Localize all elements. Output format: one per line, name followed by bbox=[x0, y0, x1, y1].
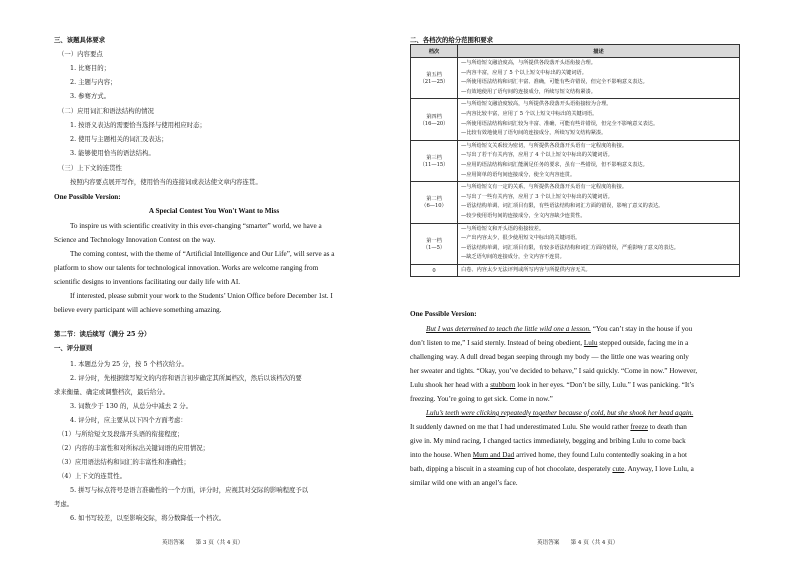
story-line: Lulu shook her head with a stubborn look in her eyes. “Don’t be silly, Lulu.” I was panicking. “It’s bbox=[410, 381, 695, 389]
principle-line: 考虑。 bbox=[54, 500, 74, 508]
principle-line: 6. 如书写较差，以至影响交际，将分数降低一个档次。 bbox=[70, 514, 226, 522]
description-line: —与所给短文和开头语的衔接较差。 bbox=[461, 225, 545, 232]
description-line: —内容比较丰富，应用了 5 个以上短文中标出的关键词语。 bbox=[461, 110, 598, 117]
principle-line: （4）上下文的连贯性。 bbox=[58, 472, 126, 480]
level-cell bbox=[411, 182, 458, 223]
story-line: But I was determined to teach the little wild one a lesson. “You can’t stay in the house if you bbox=[426, 325, 693, 333]
description-line: —与所给短文关系较为密切，与所提供各段落开头语有一定程度的衔接。 bbox=[461, 142, 628, 149]
story-line: It suddenly dawned on me that I had underestimated Lulu. She would rather freeze to death than bbox=[410, 423, 687, 431]
description-line: —较少使用语句间的连接成分，全文内容缺少连贯性。 bbox=[461, 212, 586, 219]
level-name: 0 bbox=[432, 267, 436, 274]
essay-line: To inspire us with scientific creativity in this ever-changing “smarter” world, we have a bbox=[70, 222, 322, 230]
description-line: —语法结构单调，词汇项目有限，有较多语法结构和词汇方面的错误，严重影响了意义的表达。 bbox=[461, 244, 679, 251]
story-line: Lulu’s teeth were clicking repeatedly together because of cold, but she shook her head again. bbox=[426, 409, 694, 417]
vocab-point: 3. 能够使用恰当的语法结构。 bbox=[70, 149, 155, 157]
level-name: 第四档 bbox=[426, 113, 442, 120]
level-cell bbox=[411, 264, 458, 277]
description-line: —缺乏语句间的连接成分，全文内容不连贯。 bbox=[461, 254, 565, 261]
section-3-title: 三、该题具体要求 bbox=[54, 36, 106, 44]
description-cell bbox=[458, 99, 740, 140]
description-line: —与所给短文融洽度高，与所提供各段落开头语衔接合理。 bbox=[461, 60, 596, 66]
level-name: 第二档 bbox=[426, 196, 442, 203]
one-possible-version-label: One Possible Version: bbox=[54, 193, 121, 201]
table-row bbox=[411, 182, 740, 223]
description-line: —所使用语法结构和词汇较为丰富、准确，可能有些许错误，但完全不影响意义表达。 bbox=[461, 120, 659, 127]
table-row bbox=[411, 140, 740, 181]
principle-line: 4. 评分时，应主要从以下四个方面考虑： bbox=[70, 416, 187, 424]
description-line: —应用简单的语句间连接成分，使全文内容连贯。 bbox=[461, 171, 576, 178]
principle-line: （1）与所给短文及段落开头语的衔接程度； bbox=[58, 430, 184, 438]
level-range: （1—5） bbox=[422, 244, 446, 251]
level-cell bbox=[411, 140, 458, 181]
story-line: into the house. When Mum and Dad arrived home, they found Lulu contentedly soaking in a hot bbox=[410, 451, 687, 459]
level-cell bbox=[411, 58, 458, 99]
story-line: challenging way. A dull dread began seeping through my body — the little one was wearing only bbox=[410, 353, 689, 361]
description-line: —所使用语法结构和词汇丰富、准确，可能有些许错误，但完全不影响意义表达。 bbox=[461, 79, 648, 86]
description-line: —语法结构单调、词汇项目有限，有些语法结构和词汇方面的错误，影响了意义的表达。 bbox=[461, 203, 664, 210]
story-line: freezing. You’re going to get sick. Come in now.” bbox=[410, 395, 553, 403]
essay-line: Science and Technology Innovation Contest on the way. bbox=[54, 236, 216, 244]
description-line: —产出内容太少，很少使用短文中标出的关键词语。 bbox=[461, 235, 581, 242]
description-line: 白卷、内容太少无法评判或所写内容与所提供内容无关。 bbox=[461, 266, 591, 273]
header-description: 描述 bbox=[458, 45, 740, 58]
description-cell bbox=[458, 182, 740, 223]
story-line: similar wild one with an angel’s face. bbox=[410, 479, 518, 487]
coherence-title: （三）上下文的连贯性 bbox=[58, 164, 122, 172]
description-cell bbox=[458, 140, 740, 181]
principle-line: 2. 评分时，先根据续写短文的内容和语言初步确定其所属档次，然后以该档次的要 bbox=[70, 374, 302, 382]
essay-title: A Special Contest You Won't Want to Miss bbox=[148, 207, 280, 215]
level-range: （21—25） bbox=[419, 79, 449, 86]
description-cell bbox=[458, 58, 740, 99]
coherence-text: 按照内容要点展开写作，使用恰当的连接词或表达使文章内容连贯。 bbox=[70, 178, 262, 186]
principles-title: 一、评分原则 bbox=[54, 344, 93, 352]
principle-line: 求来衡量、确定或调整档次，最后给分。 bbox=[54, 388, 170, 396]
principle-line: （2）内容的丰富性和对所标出关键词语的应用情况； bbox=[58, 444, 210, 452]
description-line: —与所给短文有一定的关系，与所提供各段落开头语有一定程度的衔接。 bbox=[461, 184, 628, 191]
vocab-title: （二）应用词汇和语法结构的情况 bbox=[58, 107, 154, 115]
scoring-levels-title: 二、各档次的给分范围和要求 bbox=[410, 36, 494, 44]
story-line: don’t listen to me,” I said sternly. Instead of being obedient, Lulu stepped outside, facing me in a bbox=[410, 339, 689, 347]
level-cell bbox=[411, 223, 458, 264]
content-point: 1. 比赛目的； bbox=[70, 64, 111, 72]
one-possible-version-label-2: One Possible Version: bbox=[410, 310, 477, 318]
content-points-title: （一）内容要点 bbox=[58, 50, 103, 58]
description-line: —内容丰富，应用了 5 个以上短文中标出的关键词语。 bbox=[461, 69, 587, 76]
level-cell bbox=[411, 99, 458, 140]
essay-line: believe every participant will achieve something amazing. bbox=[54, 306, 222, 314]
level-range: （11—15） bbox=[419, 161, 449, 168]
section-2-title: 第二节：读后续写（满分 25 分） bbox=[54, 330, 151, 338]
header-level: 档次 bbox=[411, 45, 458, 58]
scoring-table bbox=[410, 44, 740, 277]
description-line: —应用的语法结构和词汇能满足任务的要求，虽有一些错误，但不影响意义表达。 bbox=[461, 161, 648, 168]
level-range: （16—20） bbox=[419, 120, 449, 127]
story-line: her sweater and tights. “Okay, you’ve decided to behave,” I said quickly. “Come in now.” However, bbox=[410, 367, 698, 375]
essay-line: platform to show our talents for technological innovation. Works are welcome ranging from bbox=[54, 264, 319, 272]
description-cell bbox=[458, 264, 740, 277]
vocab-point: 1. 按语义表达的需要恰当选择与使用相应时态； bbox=[70, 121, 206, 129]
content-point: 3. 参赛方式。 bbox=[70, 92, 111, 100]
description-line: —与所给短文融洽度较高，与所提供各段落开头语衔接较为合理。 bbox=[461, 101, 612, 108]
level-range: （6—10） bbox=[421, 203, 447, 210]
description-cell bbox=[458, 223, 740, 264]
vocab-point: 2. 使用与主题相关的词汇及表达； bbox=[70, 135, 168, 143]
essay-line: The coming contest, with the theme of “Artificial Intelligence and Our Life”, will serve as a bbox=[70, 250, 335, 258]
table-row bbox=[411, 58, 740, 99]
description-line: —有效地使用了语句间的连接成分，所续写短文结构紧凑。 bbox=[461, 88, 596, 95]
level-name: 第一档 bbox=[426, 237, 442, 244]
principle-line: 5. 拼写与标点符号是语言准确性的一个方面，评分时，应视其对交际的影响程度予以 bbox=[70, 486, 309, 494]
essay-line: scientific designs to inventions facilitating our daily life with AI. bbox=[54, 278, 241, 286]
description-line: —比较有效地使用了语句间的连接成分，所续写短文结构紧凑。 bbox=[461, 130, 607, 137]
story-line: bath, dipping a biscuit in a steaming cup of hot chocolate, desperately cute. Anyway, I love Lulu, a bbox=[410, 465, 694, 473]
table-row bbox=[411, 223, 740, 264]
description-line: —写出了一些有关内容，应用了 3 个以上短文中标出的关键词语。 bbox=[461, 193, 613, 200]
level-name: 第五档 bbox=[426, 72, 442, 79]
page-footer: 英语答案 第 3 页（共 4 页） bbox=[162, 540, 244, 546]
principle-line: 3. 词数少于 130 的，从总分中减去 2 分。 bbox=[70, 402, 192, 410]
level-name: 第三档 bbox=[426, 154, 442, 161]
table-header-row bbox=[411, 45, 740, 58]
table-row bbox=[411, 264, 740, 277]
principle-line: （3）应用语法结构和词汇的丰富性和准确性； bbox=[58, 458, 190, 466]
essay-line: If interested, please submit your work to the Students’ Union Office before December 1st. I bbox=[70, 292, 333, 300]
description-line: —写出了若干有关内容，应用了 4 个以上短文中标出的关键词语。 bbox=[461, 152, 613, 159]
table-row bbox=[411, 99, 740, 140]
principle-line: 1. 本题总分为 25 分，按 5 个档次给分。 bbox=[70, 360, 188, 368]
content-point: 2. 主题与内容； bbox=[70, 78, 117, 86]
page-footer: 英语答案 第 4 页（共 4 页） bbox=[537, 540, 619, 546]
story-line: give in. My mind racing, I changed tactics immediately, begging and bribing Lulu to come back bbox=[410, 437, 686, 445]
